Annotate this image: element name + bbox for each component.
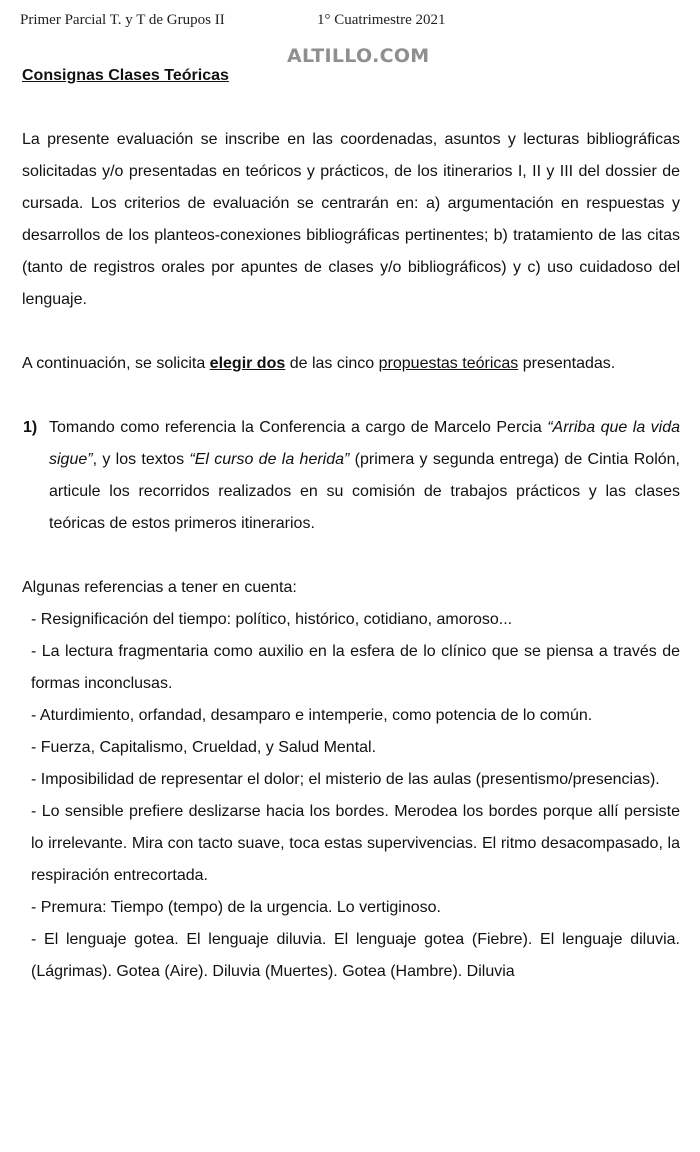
instruction-mid: de las cinco	[285, 355, 379, 372]
references-heading: Algunas referencias a tener en cuenta:	[22, 579, 297, 596]
question-title-1: “Arriba que la vida sigue”	[49, 419, 681, 468]
instruction-post: presentadas.	[518, 355, 616, 372]
instruction-paragraph	[22, 348, 680, 380]
list-item: - Imposibilidad de representar el dolor; el misterio de las aulas (presentismo/presencias).	[31, 771, 660, 788]
list-item: - Premura: Tiempo (tempo) de la urgencia. Lo vertiginoso.	[31, 899, 441, 916]
question-number: 1)	[23, 419, 38, 436]
document-title: Consignas Clases Teóricas	[22, 67, 229, 84]
instruction-underlined: propuestas teóricas	[378, 355, 519, 372]
question-title-2: “El curso de la herida”	[189, 451, 350, 468]
question-text-2: , y los textos	[92, 451, 190, 468]
page-header	[20, 12, 690, 34]
list-item: - La lectura fragmentaria como auxilio en la esfera de lo clínico que se piensa a través de formas inconclusas.	[31, 643, 680, 692]
document-body	[22, 124, 680, 988]
instruction-emphasis: elegir dos	[209, 355, 286, 372]
list-item: - Aturdimiento, orfandad, desamparo e intemperie, como potencia de lo común.	[31, 707, 593, 724]
instruction-pre: A continuación, se solicita	[22, 355, 210, 372]
header-term: 1° Cuatrimestre 2021	[317, 12, 446, 28]
intro-paragraph: La presente evaluación se inscribe en las coordenadas, asuntos y lecturas bibliográficas solicitadas y/o presentadas en teóricos y prácticos, de los itinerarios I, II y III del dossier de cursada. Los criterios de evaluación se centrarán en: a) argumentación en respuestas y desarrollos de los planteos-conexiones bibliográficas pertinentes; b) tratamiento de las citas (tanto de registros orales por apuntes de clases y/o bibliográficos) y c) uso cuidadoso del lenguaje.	[22, 131, 680, 308]
list-item: - Lo sensible prefiere deslizarse hacia los bordes. Merodea los bordes porque allí persiste lo irrelevante. Mira con tacto suave, toca estas supervivencias. El ritmo desacompasado, la respiración entrecortada.	[31, 803, 680, 884]
question-text	[49, 412, 680, 540]
header-course: Primer Parcial T. y T de Grupos II	[20, 12, 225, 28]
references-list	[22, 604, 680, 988]
question-1	[23, 412, 680, 540]
question-text-3: (primera y segunda entrega) de Cintia Rolón, articule los recorridos realizados en su comisión de trabajos prácticos y las clases teóricas de estos primeros itinerarios.	[49, 451, 680, 532]
list-item: - Resignificación del tiempo: político, histórico, cotidiano, amoroso...	[31, 611, 513, 628]
watermark: ALTILLO.COM	[287, 45, 430, 67]
list-item: - Fuerza, Capitalismo, Crueldad, y Salud Mental.	[31, 739, 377, 756]
question-text-1: Tomando como referencia la Conferencia a cargo de Marcelo Percia	[49, 419, 548, 436]
list-item: - El lenguaje gotea. El lenguaje diluvia. El lenguaje gotea (Fiebre). El lenguaje diluvia. (Lágrimas). Gotea (Aire). Diluvia (Muertes). Gotea (Hambre). Diluvia	[31, 931, 680, 980]
